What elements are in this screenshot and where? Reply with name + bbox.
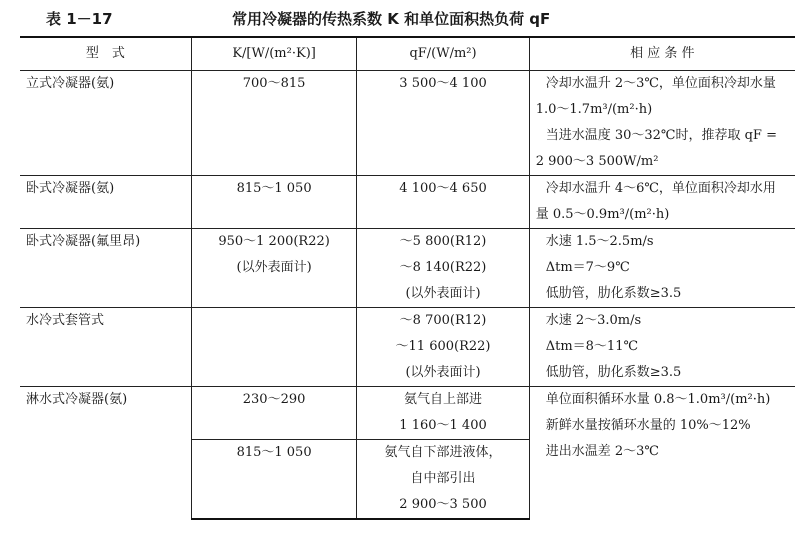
row-q: 3 500～4 100 (357, 71, 529, 176)
condition-line: 进出水温差 2～3℃ (545, 444, 659, 459)
condition-line: 1.0～1.7m³/(m²·h) (535, 102, 653, 117)
header-conditions: 相 应 条 件 (529, 37, 795, 71)
k-line: (以外表面计) (236, 260, 312, 275)
q-line: ～8 140(R22) (399, 260, 487, 275)
condition-line: 新鲜水量按循环水量的 10%～12% (545, 418, 751, 433)
row-q (357, 387, 529, 440)
condition-line: Δtm＝7～9℃ (545, 260, 630, 275)
row-q (357, 229, 529, 308)
condition-line: 低肋管，肋化系数≥3.5 (545, 286, 682, 301)
row-type: 立式冷凝器(氨) (20, 71, 191, 176)
q-line: 2 900～3 500 (399, 497, 487, 512)
row-conditions (529, 229, 795, 308)
q-line: ～8 700(R12) (399, 313, 487, 328)
condition-line: 当进水温度 30～32℃时，推荐取 qF = (545, 128, 777, 143)
condition-line: 量 0.5～0.9m³/(m²·h) (535, 207, 670, 222)
q-line: ～11 600(R22) (395, 339, 491, 354)
table-title: 常用冷凝器的传热系数 K 和单位面积热负荷 qF (232, 10, 551, 28)
table-row (20, 71, 795, 176)
q-line: 氨气自上部进 (404, 392, 483, 407)
row-q: 4 100～4 650 (357, 176, 529, 229)
table-caption (0, 6, 800, 30)
row-type: 卧式冷凝器(氟里昂) (20, 229, 191, 308)
header-k: K/[W/(m²·K)] (191, 37, 356, 71)
row-type: 淋水式冷凝器(氨) (20, 387, 191, 520)
q-line: 自中部引出 (410, 471, 476, 486)
table-row (20, 229, 795, 308)
header-q: qF/(W/m²) (357, 37, 529, 71)
table-row (20, 387, 795, 440)
q-line: (以外表面计) (405, 365, 481, 380)
condition-line: 低肋管，肋化系数≥3.5 (545, 365, 682, 380)
header-type: 型 式 (20, 37, 191, 71)
table-row (20, 308, 795, 387)
row-q (357, 308, 529, 387)
condition-line: Δtm＝8～11℃ (545, 339, 639, 354)
row-k: 700～815 (191, 71, 356, 176)
row-conditions (529, 176, 795, 229)
header-row (20, 37, 795, 71)
row-q (357, 440, 529, 520)
row-conditions (529, 71, 795, 176)
table-number: 表 1－17 (46, 10, 113, 28)
condition-line: 水速 2～3.0m/s (545, 313, 642, 328)
row-k: 815～1 050 (191, 440, 356, 520)
condition-line: 单位面积循环水量 0.8～1.0m³/(m²·h) (545, 392, 771, 407)
row-k (191, 229, 356, 308)
condition-line: 冷却水温升 2～3℃，单位面积冷却水量 (545, 76, 776, 91)
condenser-table (20, 36, 795, 520)
q-line: 氨气自下部进液体， (384, 445, 502, 460)
row-conditions (529, 308, 795, 387)
q-line: 1 160～1 400 (399, 418, 487, 433)
table-row (20, 176, 795, 229)
row-conditions (529, 387, 795, 520)
row-k: 815～1 050 (191, 176, 356, 229)
q-line: (以外表面计) (405, 286, 481, 301)
condition-line: 水速 1.5～2.5m/s (545, 234, 654, 249)
row-type: 卧式冷凝器(氨) (20, 176, 191, 229)
condition-line: 2 900～3 500W/m² (535, 154, 659, 169)
condition-line: 冷却水温升 4～6℃，单位面积冷却水用 (545, 181, 776, 196)
k-line: 950～1 200(R22) (218, 234, 330, 249)
row-type: 水冷式套管式 (20, 308, 191, 387)
q-line: ～5 800(R12) (399, 234, 487, 249)
row-k: 230～290 (191, 387, 356, 440)
row-k (191, 308, 356, 387)
